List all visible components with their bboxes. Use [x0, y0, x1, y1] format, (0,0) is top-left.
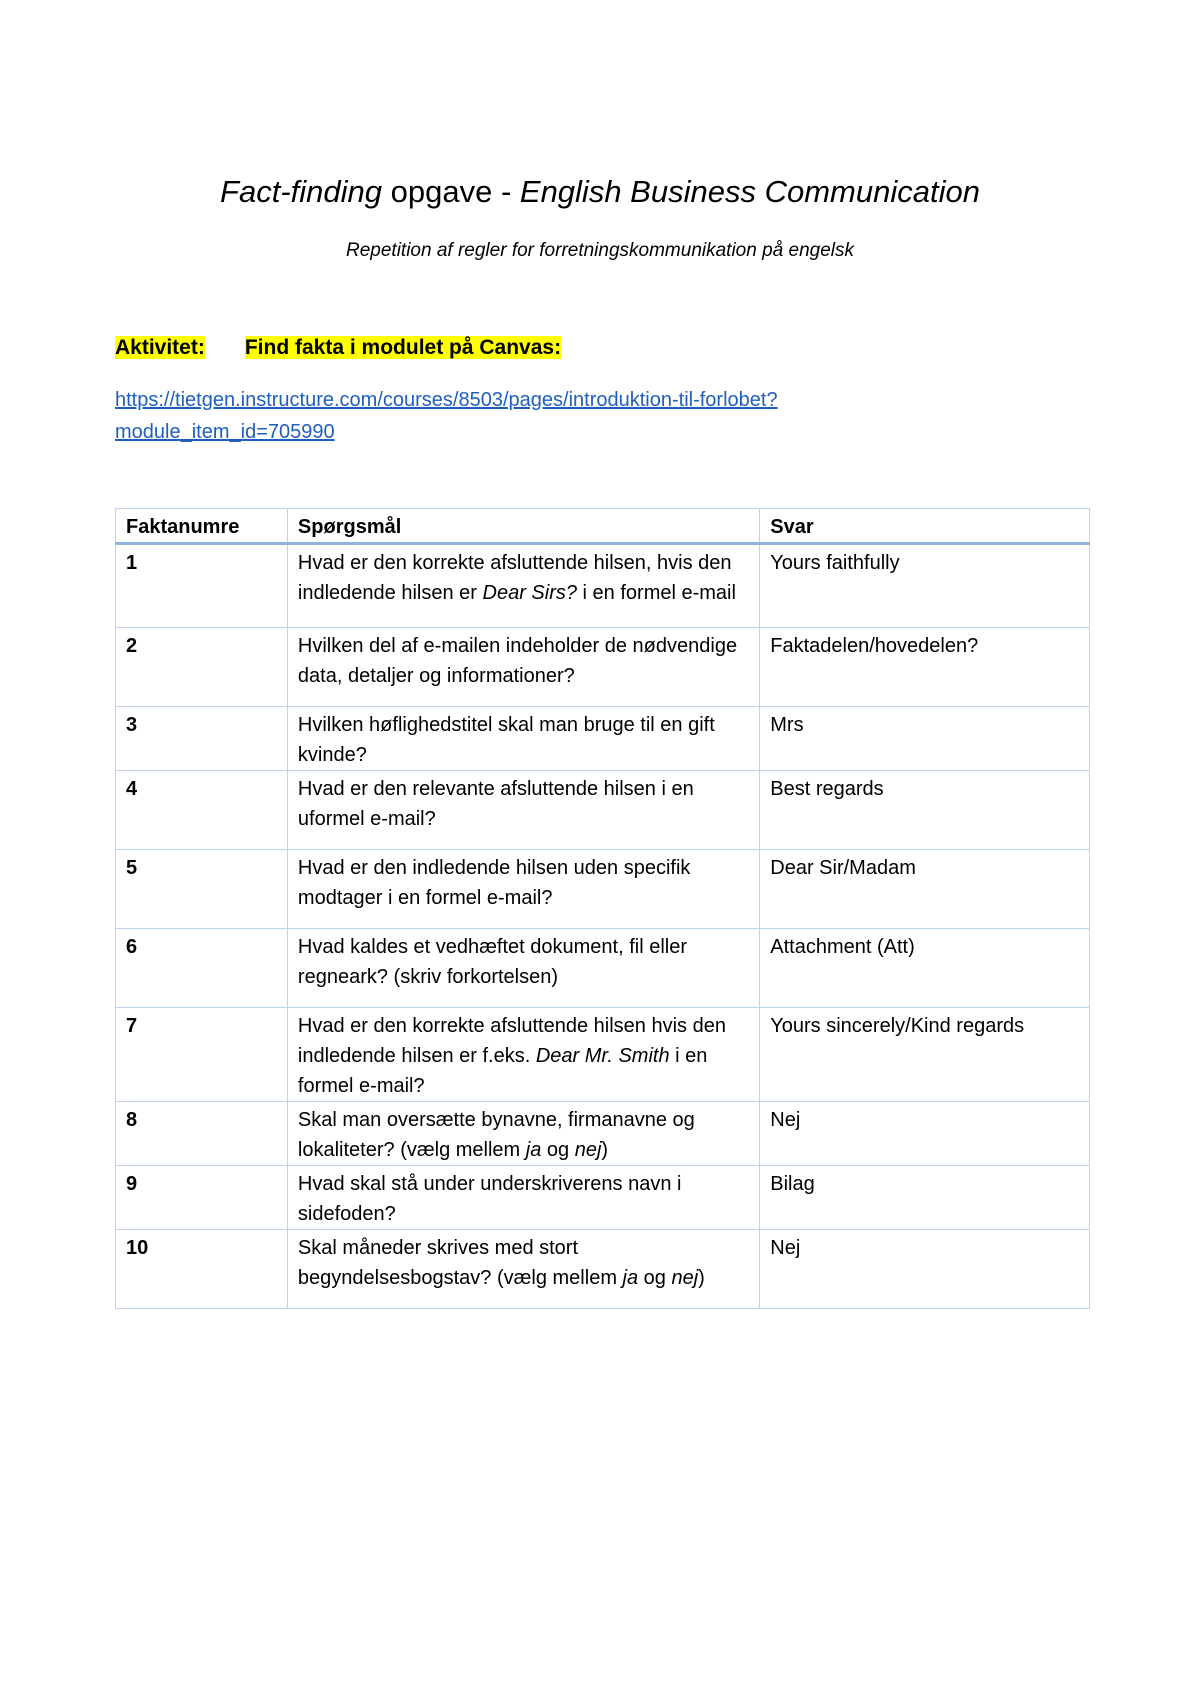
question-text: Hvilken høflighedstitel skal man bruge til en gift kvinde? — [297, 714, 715, 766]
fact-question — [287, 850, 759, 929]
question-text: ) — [698, 1267, 705, 1289]
fact-number: 7 — [116, 1008, 288, 1102]
fact-answer: Dear Sir/Madam — [760, 850, 1090, 929]
question-text: Hvad kaldes et vedhæftet dokument, fil eller regneark? (skriv forkortelsen) — [297, 936, 688, 988]
table-row — [116, 771, 1090, 850]
title-part-1: Fact-finding — [220, 174, 383, 209]
question-emphasis: ja — [622, 1267, 639, 1289]
fact-question — [287, 544, 759, 628]
question-text: ) — [601, 1139, 609, 1161]
table-row — [116, 1102, 1090, 1166]
table-row — [116, 1008, 1090, 1102]
question-text: Hvad er den korrekte afsluttende hilsen hvis den indledende hilsen er f.eks. — [297, 1015, 726, 1067]
question-emphasis: Dear Sirs? — [482, 582, 577, 604]
fact-question — [287, 929, 759, 1008]
table-row — [116, 1166, 1090, 1230]
header-spoergsmaal: Spørgsmål — [287, 509, 759, 544]
fact-question — [287, 628, 759, 707]
question-text: Hvad skal stå under underskriverens navn i sidefoden? — [297, 1173, 682, 1225]
fact-number: 10 — [116, 1230, 288, 1309]
fact-number: 9 — [116, 1166, 288, 1230]
title-part-2: opgave - — [382, 174, 520, 209]
fact-answer: Mrs — [760, 707, 1090, 771]
question-text: og — [638, 1267, 672, 1289]
question-text: Hvilken del af e-mailen indeholder de nødvendige data, detaljer og informationer? — [297, 635, 738, 687]
fact-number: 5 — [116, 850, 288, 929]
question-text: Hvad er den korrekte afsluttende hilsen, hvis den indledende hilsen er — [297, 552, 732, 604]
fact-question — [287, 1102, 759, 1166]
fact-answer: Best regards — [760, 771, 1090, 850]
fact-answer: Nej — [760, 1230, 1090, 1309]
table-row — [116, 929, 1090, 1008]
fact-answer: Bilag — [760, 1166, 1090, 1230]
title-part-3: English Business Communication — [519, 174, 980, 209]
fact-question — [287, 707, 759, 771]
question-text: og — [541, 1139, 575, 1161]
table-row — [116, 544, 1090, 628]
fact-answer: Faktadelen/hovedelen? — [760, 628, 1090, 707]
question-text: i en formel e-mail? — [297, 1045, 708, 1097]
fact-number: 2 — [116, 628, 288, 707]
activity-label: Aktivitet: — [115, 336, 205, 359]
fact-number: 8 — [116, 1102, 288, 1166]
question-emphasis: nej — [574, 1139, 602, 1161]
canvas-link-line-2[interactable]: module_item_id=705990 — [115, 421, 335, 443]
fact-answer: Yours sincerely/Kind regards — [760, 1008, 1090, 1102]
table-row — [116, 628, 1090, 707]
fact-answer: Attachment (Att) — [760, 929, 1090, 1008]
question-text: i en formel e-mail — [577, 582, 736, 604]
activity-line — [115, 335, 561, 361]
page-subtitle: Repetition af regler for forretningskommunikation på engelsk — [346, 240, 854, 261]
question-emphasis: ja — [525, 1139, 542, 1161]
fact-question — [287, 1230, 759, 1309]
table-row — [116, 1230, 1090, 1309]
canvas-link[interactable] — [115, 384, 1015, 448]
header-svar: Svar — [760, 509, 1090, 544]
fact-question — [287, 1008, 759, 1102]
question-text: Skal man oversætte bynavne, firmanavne og lokaliteter? (vælg mellem — [297, 1109, 695, 1161]
header-faktanumre: Faktanumre — [116, 509, 288, 544]
table-row — [116, 850, 1090, 929]
fact-answer: Nej — [760, 1102, 1090, 1166]
fact-number: 6 — [116, 929, 288, 1008]
fact-number: 3 — [116, 707, 288, 771]
question-text: Skal måneder skrives med stort begyndelsesbogstav? (vælg mellem — [297, 1237, 623, 1289]
fact-number: 1 — [116, 544, 288, 628]
fact-answer: Yours faithfully — [760, 544, 1090, 628]
page-title — [0, 172, 1200, 212]
fact-question — [287, 1166, 759, 1230]
fact-question — [287, 771, 759, 850]
canvas-link-line-1[interactable]: https://tietgen.instructure.com/courses/8503/pages/introduktion-til-forlobet? — [115, 389, 778, 411]
table-body — [116, 544, 1090, 1309]
fact-number: 4 — [116, 771, 288, 850]
question-emphasis: Dear Mr. Smith — [535, 1045, 670, 1067]
facts-table — [115, 508, 1090, 1309]
table-row — [116, 707, 1090, 771]
question-emphasis: nej — [671, 1267, 699, 1289]
table-header-row — [116, 509, 1090, 544]
question-text: Hvad er den relevante afsluttende hilsen i en uformel e-mail? — [297, 778, 694, 830]
activity-text: Find fakta i modulet på Canvas: — [244, 336, 562, 359]
question-text: Hvad er den indledende hilsen uden specifik modtager i en formel e-mail? — [297, 857, 691, 909]
